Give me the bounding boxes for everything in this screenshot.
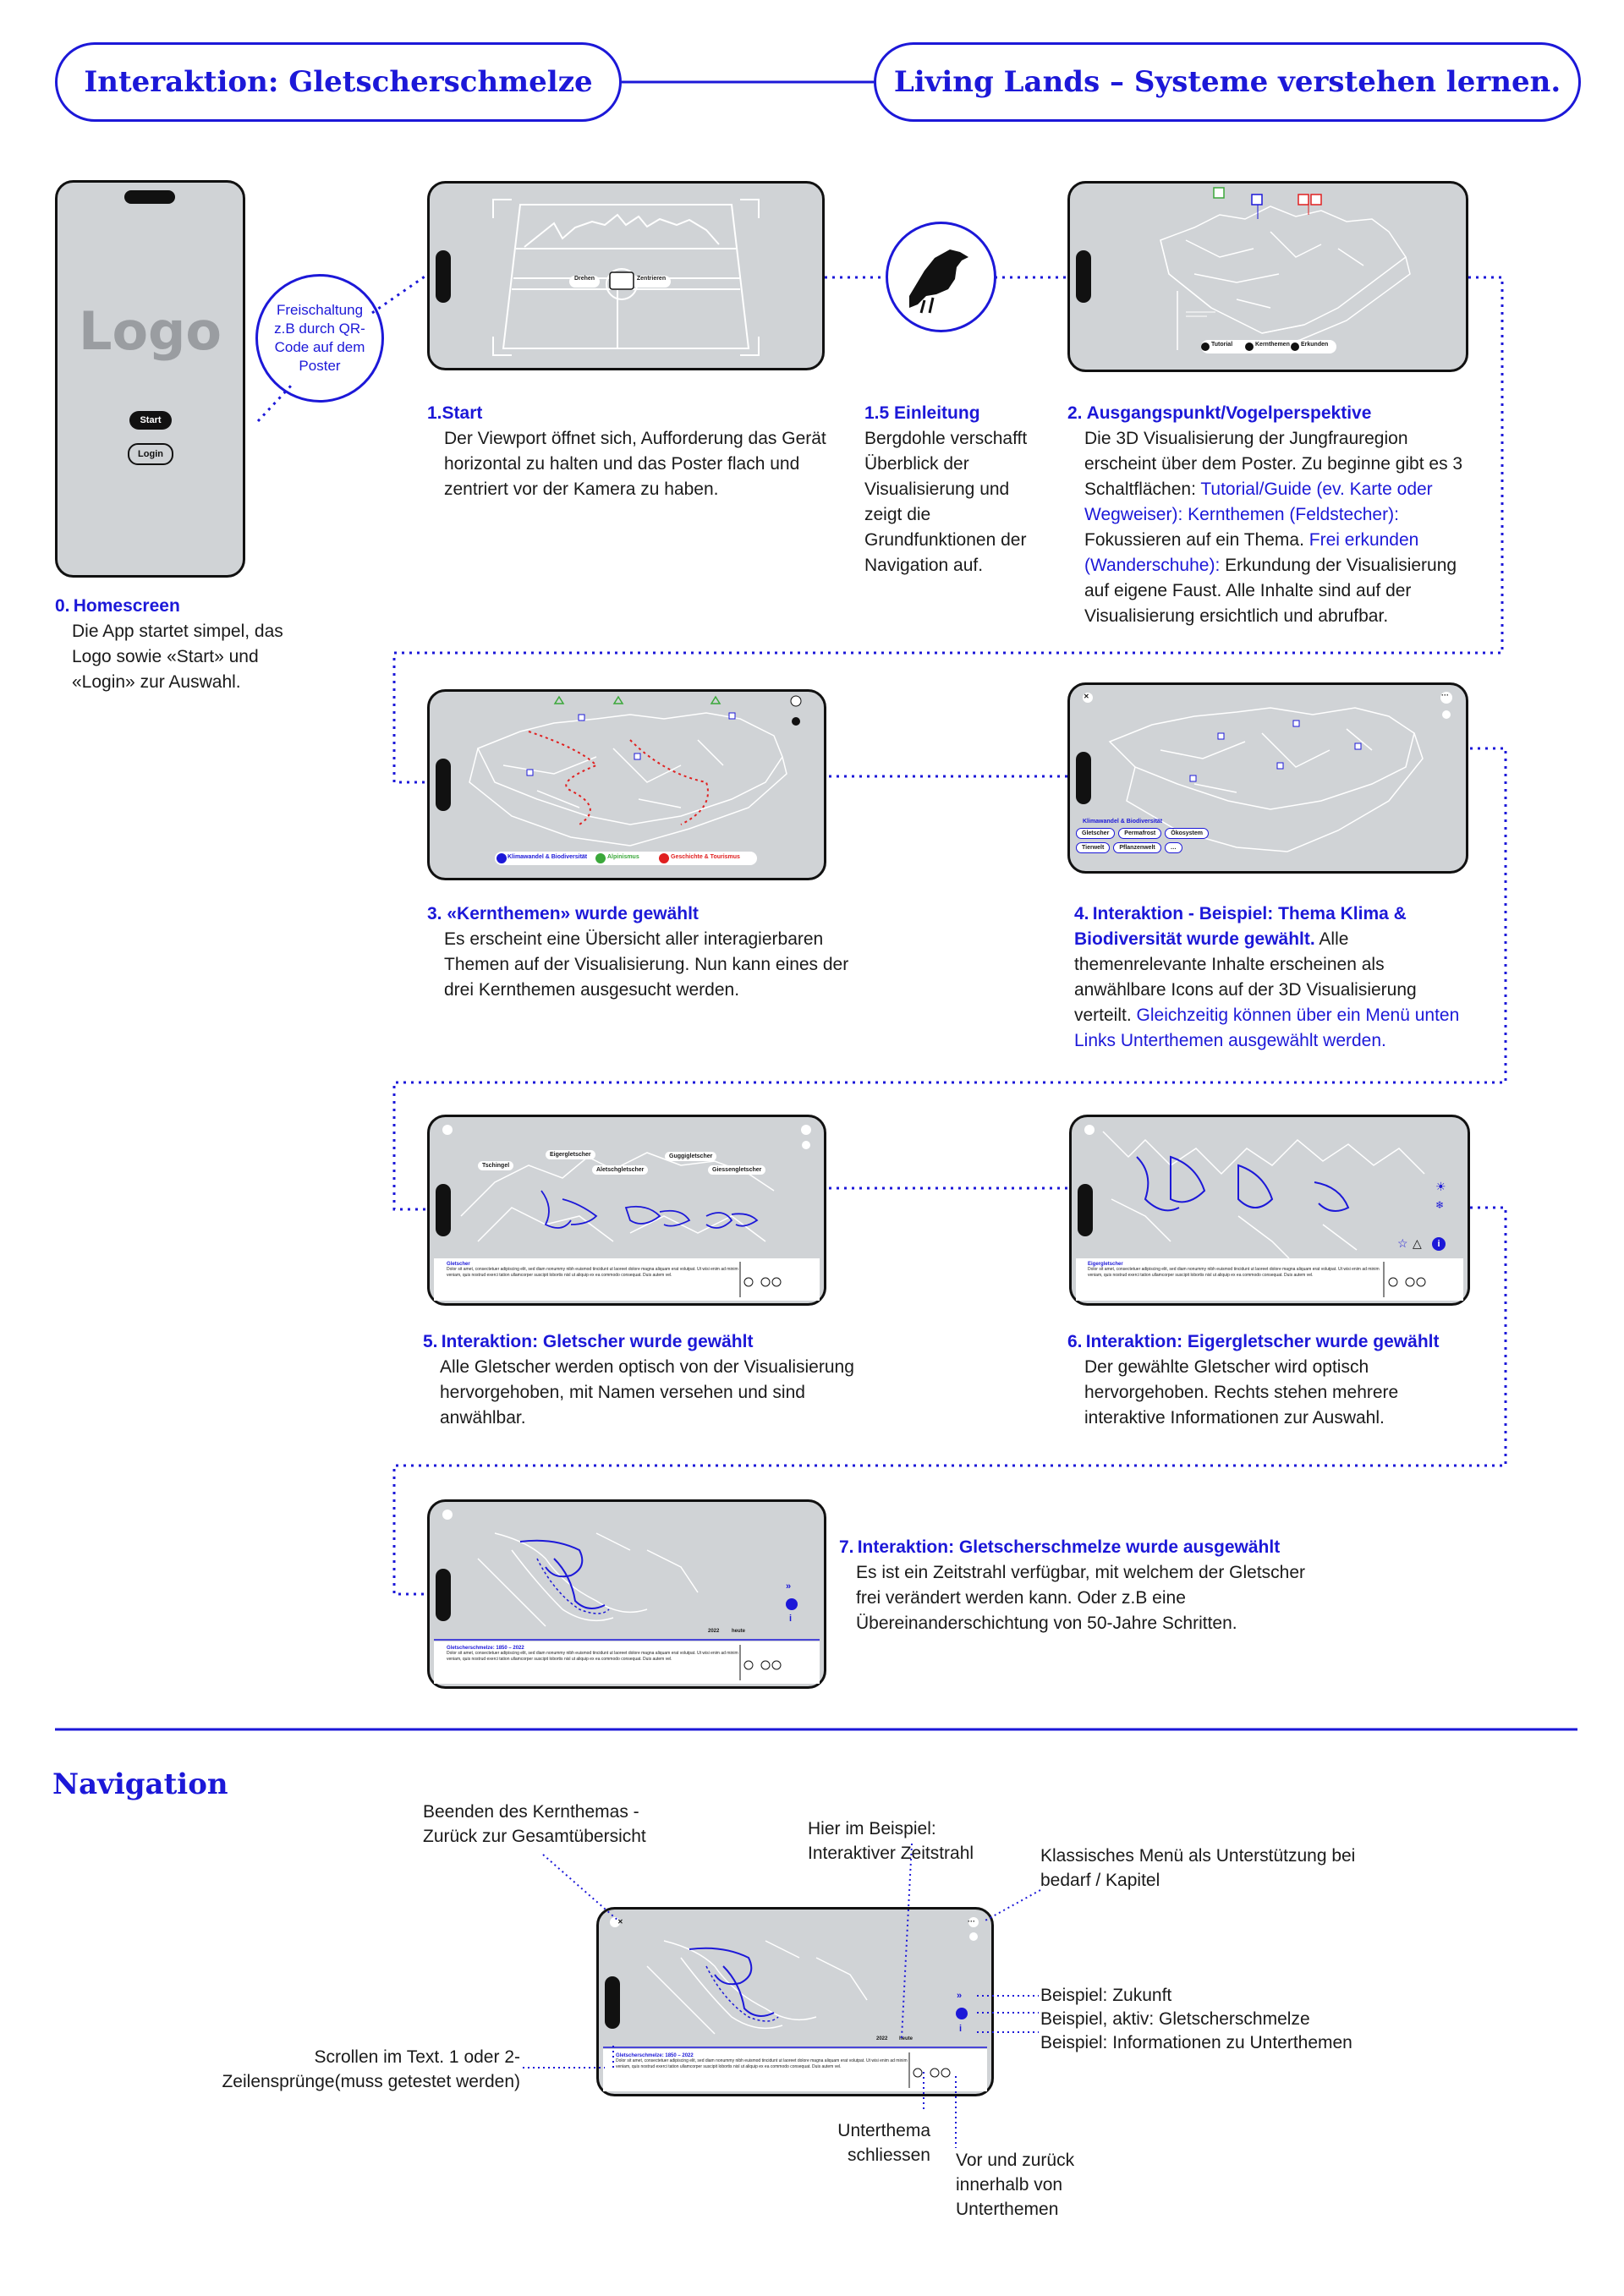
phone-notch [124, 190, 175, 204]
homescreen-phone [55, 180, 245, 578]
klima-submenu-more[interactable]: … [1165, 842, 1182, 853]
start-phone [427, 181, 825, 370]
nav-year-a: 2022 [876, 2036, 888, 2041]
step-3-title: 3. «Kernthemen» wurde gewählt [427, 904, 699, 923]
nav-ann-end-theme: Beenden des Kernthemas - Zurück zur Gesamtübersicht [423, 1802, 646, 1846]
step-7-body: Es ist ein Zeitstrahl verfügbar, mit welchem der Gletscher frei verändert werden kann. Oder z.B eine Übereinanderschichtung von 50-Jahre Schritten. [856, 1563, 1306, 1633]
nav-panel-text: Dolor sit amet, consectetuer adipiscing elit, sed diam nonummy nibh euismod tincidunt ut laoreet dolore magna aliquam erat volutpat. Ut wisi enim ad minim veniam, quis nostrud exerci tation ullamcorper suscipit lobortis nisl ut aliquip ex ea commodo consequat. Duis autem vel. [616, 2058, 908, 2069]
step-1-title: 1.Start [427, 403, 483, 423]
step-4-title: 4. Interaktion - Beispiel: Thema Klima & Biodiversität wurde gewählt. [1074, 904, 1407, 949]
step-15-caption [864, 401, 1042, 578]
nav-ann-timeline: Hier im Beispiel: Interaktiver Zeitstrahl [808, 1819, 974, 1863]
eiger-warning-icon[interactable]: △ [1413, 1236, 1422, 1250]
gletscher-label-aletsch[interactable]: Aletschgletscher [592, 1165, 648, 1175]
nav-ann-active: Beispiel, aktiv: Gletscherschmelze [1040, 2009, 1310, 2029]
unlock-note-bubble [255, 274, 384, 403]
phone-notch [1076, 752, 1091, 804]
nav-info-icon[interactable]: i [959, 2024, 963, 2034]
step-2-body-a: Die 3D Visualisierung der Jungfrauregion erscheint über dem Poster. Zu beginne gibt es 3 Schaltflächen: [1084, 429, 1463, 499]
step-5-caption [423, 1329, 863, 1431]
start-rotate-label: Drehen [573, 276, 595, 282]
overview-tutorial-button[interactable]: Tutorial [1211, 342, 1233, 348]
step-7-caption [839, 1535, 1313, 1636]
step-4-body-b: Gleichzeitig können über ein Menü unten Links Unterthemen ausgewählt werden. [1074, 1006, 1460, 1050]
melt-panel-text: Dolor sit amet, consectetuer adipiscing elit, sed diam nonummy nibh euismod tincidunt ut laoreet dolore magna aliquam erat volutpat. Ut wisi enim ad minim veniam, quis nostrud exerci tation ullamcorper suscipit lobortis nisl ut aliquip ex ea commodo consequat. Duis autem vel. [447, 1651, 738, 1662]
gletscher-panel-text: Dolor sit amet, consectetuer adipiscing elit, sed diam nonummy nibh euismod tincidunt ut laoreet dolore magna aliquam erat volutpat. Ut wisi enim ad minim veniam, quis nostrud exerci tation ullamcorper suscipit lobortis nisl ut aliquip ex ea commodo consequat. Duis autem vel. [447, 1267, 738, 1278]
step-0-body: Die App startet simpel, das Logo sowie «Start» und «Login» zur Auswahl. [72, 622, 283, 692]
step-0-caption [55, 594, 283, 695]
klima-submenu-permafrost[interactable]: Permafrost [1118, 828, 1161, 839]
gletscher-panel [447, 1262, 738, 1279]
navigation-title: Navigation [52, 1767, 228, 1801]
step-1-caption [427, 401, 850, 502]
kernthemen-phone [427, 689, 826, 880]
nav-year-b: heute [899, 2036, 914, 2041]
nav-menu-icon[interactable]: ··· [968, 1917, 975, 1926]
unlock-note-text: Freischaltung z.B durch QR-Code auf dem Poster [274, 302, 365, 374]
klima-submenu-title: Klimawandel & Biodiversität [1083, 819, 1163, 825]
phone-notch [436, 1569, 451, 1621]
gletscher-label-tschingel[interactable]: Tschingel [478, 1161, 513, 1170]
nav-ann-scroll: Scrollen im Text. 1 oder 2-Zeilensprünge(muss getestet werden) [222, 2047, 520, 2091]
home-logo: Logo [78, 300, 222, 362]
eiger-panel-title: Eigergletscher [1088, 1262, 1123, 1267]
nav-future-icon[interactable]: » [957, 1991, 963, 2001]
step-15-title: 1.5 Einleitung [864, 403, 980, 423]
nav-ann-close-sub: Unterthema schliessen [837, 2121, 930, 2165]
start-center-label: Zentrieren [636, 276, 667, 282]
kernthemen-klima-button[interactable]: Klimawandel & Biodiversität [508, 854, 588, 860]
step-3-caption [427, 901, 850, 1003]
klima-submenu-tierwelt[interactable]: Tierwelt [1076, 842, 1110, 853]
phone-notch [436, 1184, 451, 1236]
navigation-divider [0, 1725, 1624, 1734]
melt-future-icon[interactable]: » [786, 1581, 792, 1592]
step-6-title: 6. Interaktion: Eigergletscher wurde gewählt [1067, 1332, 1440, 1351]
bergdohle-intro [884, 220, 998, 334]
phone-notch [1076, 250, 1091, 303]
eiger-star-icon[interactable]: ☆ [1397, 1236, 1408, 1250]
step-4-caption [1074, 901, 1472, 1054]
eiger-sun-icon[interactable]: ☀ [1435, 1180, 1446, 1193]
kernthemen-alpinismus-button[interactable]: Alpinismus [607, 854, 639, 860]
klima-submenu-pflanzenwelt[interactable]: Pflanzenwelt [1113, 842, 1160, 853]
eiger-snow-icon[interactable]: ❄ [1435, 1199, 1445, 1211]
overview-kernthemen-button[interactable]: Kernthemen [1255, 342, 1290, 348]
klima-submenu-oekosystem[interactable]: Ökosystem [1165, 828, 1209, 839]
melt-active-icon[interactable] [786, 1598, 798, 1610]
nav-ann-future: Beispiel: Zukunft [1040, 1986, 1172, 2005]
step-6-body: Der gewählte Gletscher wird optisch hervorgehoben. Rechts stehen mehrere interaktive Informationen zur Auswahl. [1084, 1357, 1399, 1427]
overview-erkunden-button[interactable]: Erkunden [1301, 342, 1329, 348]
melt-year-a: 2022 [708, 1629, 720, 1634]
melt-panel [447, 1646, 738, 1663]
step-2-body-e: Erkundung der Visualisierung auf eigene Faust. Alle Inhalte sind auf der Visualisierung ersichtlich und abrufbar. [1084, 556, 1457, 626]
step-2-body-b: Tutorial/Guide (ev. Karte oder Wegweiser): Kernthemen (Feldstecher): [1084, 479, 1433, 524]
phone-notch [1078, 1184, 1093, 1236]
klima-close-icon[interactable]: ✕ [1084, 693, 1089, 700]
klima-submenu-gletscher[interactable]: Gletscher [1076, 828, 1115, 839]
melt-panel-title: Gletscherschmelze: 1850 – 2022 [447, 1646, 524, 1651]
step-6-caption [1067, 1329, 1473, 1431]
gletscher-label-eiger[interactable]: Eigergletscher [546, 1150, 595, 1159]
nav-panel-title: Gletscherschmelze: 1850 – 2022 [616, 2053, 694, 2058]
nav-ann-info: Beispiel: Informationen zu Unterthemen [1040, 2033, 1352, 2052]
home-start-button[interactable]: Start [129, 411, 172, 430]
step-2-body-d: Frei erkunden (Wanderschuhe): [1084, 530, 1419, 575]
kernthemen-geschichte-button[interactable]: Geschichte & Tourismus [671, 854, 740, 860]
gletscher-label-giessen[interactable]: Giessengletscher [708, 1165, 765, 1175]
step-15-body: Bergdohle verschafft Überblick der Visualisierung und zeigt die Grundfunktionen der Navigation auf. [864, 429, 1028, 575]
gletscher-label-guggi[interactable]: Guggigletscher [665, 1152, 716, 1161]
header-left-title: Interaktion: Gletscherschmelze [55, 42, 622, 122]
nav-ann-prev-next: Vor und zurück innerhalb von Unterthemen [956, 2151, 1075, 2219]
step-5-body: Alle Gletscher werden optisch von der Visualisierung hervorgehoben, mit Namen versehen und sind anwählbar. [440, 1357, 854, 1427]
header-right-title: Living Lands – Systeme verstehen lernen. [874, 42, 1581, 122]
phone-notch [436, 250, 451, 303]
gletscher-panel-title: Gletscher [447, 1262, 470, 1267]
klima-menu-icon[interactable]: ··· [1441, 691, 1449, 699]
step-1-body: Der Viewport öffnet sich, Aufforderung das Gerät horizontal zu halten und das Poster flach und zentriert vor der Kamera zu haben. [444, 429, 826, 499]
melt-year-b: heute [732, 1629, 746, 1634]
eiger-panel-text: Dolor sit amet, consectetuer adipiscing elit, sed diam nonummy nibh euismod tincidunt ut laoreet dolore magna aliquam erat volutpat. Ut wisi enim ad minim veniam, quis nostrud exerci tation ullamcorper suscipit lobortis nisl ut aliquip ex ea commodo consequat. Duis autem vel. [1088, 1267, 1380, 1278]
step-4-body-a: Alle themenrelevante Inhalte erscheinen als anwählbare Icons auf der 3D Visualisierung verteilt. [1074, 929, 1417, 1025]
home-login-button[interactable]: Login [128, 443, 173, 465]
step-5-title: 5. Interaktion: Gletscher wurde gewählt [423, 1332, 754, 1351]
step-0-title: 0. Homescreen [55, 596, 180, 616]
eiger-panel [1088, 1262, 1380, 1279]
nav-close-icon[interactable]: ✕ [617, 1918, 623, 1926]
klima-submenu [1076, 819, 1228, 853]
step-2-body-c: Fokussieren auf ein Thema. [1084, 530, 1309, 550]
nav-ann-menu: Klassisches Menü als Unterstützung bei bedarf / Kapitel [1040, 1846, 1356, 1890]
phone-notch [436, 759, 451, 811]
step-2-title: 2. Ausgangspunkt/Vogelperspektive [1067, 403, 1372, 423]
eiger-info-icon[interactable]: i [1432, 1237, 1446, 1251]
melt-info-icon[interactable]: i [789, 1614, 793, 1624]
step-7-title: 7. Interaktion: Gletscherschmelze wurde ausgewählt [839, 1537, 1281, 1557]
step-2-caption [1067, 401, 1465, 629]
step-3-body: Es erscheint eine Übersicht aller interagierbaren Themen auf der Visualisierung. Nun kann eines der drei Kernthemen ausgesucht werden. [444, 929, 849, 1000]
